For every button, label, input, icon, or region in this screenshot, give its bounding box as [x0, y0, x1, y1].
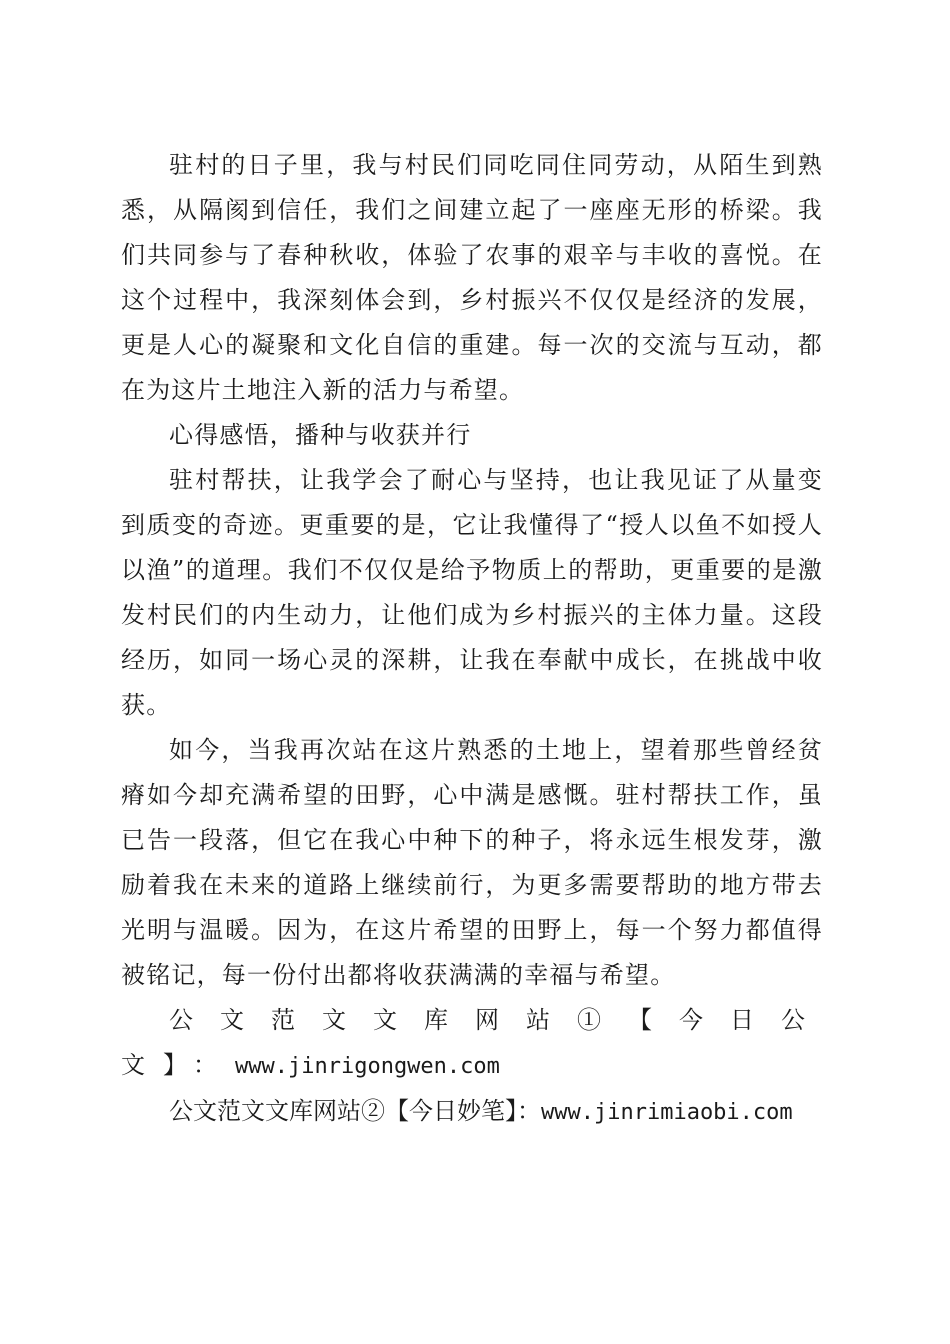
- website-label-1: 公文范文文库网站①【今日公文】：: [121, 1006, 823, 1079]
- paragraph-village-life: 驻村的日子里，我与村民们同吃同住同劳动，从陌生到熟悉，从隔阂到信任，我们之间建立起了一座座无形的桥梁。我们共同参与了春种秋收，体验了农事的艰辛与丰收的喜悦。在这个过程中，我深刻体会到，乡村振兴不仅仅是经济的发展，更是人心的凝聚和文化自信的重建。每一次的交流与互动，都在为这片土地注入新的活力与希望。: [121, 151, 823, 404]
- paragraph-reflection: 驻村帮扶，让我学会了耐心与坚持，也让我见证了从量变到质变的奇迹。更重要的是，它让我懂得了“授人以鱼不如授人以渔”的道理。我们不仅仅是给予物质上的帮助，更重要的是激发村民们的内生动力，让他们成为乡村振兴的主体力量。这段经历，如同一场心灵的深耕，让我在奉献中成长，在挑战中收获。: [121, 466, 823, 719]
- document-body: [121, 143, 823, 1135]
- paragraph-conclusion: 如今，当我再次站在这片熟悉的土地上，望着那些曾经贫瘠如今却充满希望的田野，心中满是感慨。驻村帮扶工作，虽已告一段落，但它在我心中种下的种子，将永远生根发芽，激励着我在未来的道路上继续前行，为更多需要帮助的地方带去光明与温暖。因为，在这片希望的田野上，每一个努力都值得被铭记，每一份付出都将收获满满的幸福与希望。: [121, 736, 823, 989]
- section-heading: 心得感悟，播种与收获并行: [169, 421, 472, 449]
- website-line-1: [121, 998, 823, 1089]
- website-url-1[interactable]: www.jinrigongwen.com: [235, 1054, 500, 1079]
- website-label-2: 公文范文文库网站②【今日妙笔】：: [169, 1097, 541, 1125]
- website-line-2: [121, 1089, 823, 1135]
- website-url-2[interactable]: www.jinrimiaobi.com: [541, 1100, 793, 1125]
